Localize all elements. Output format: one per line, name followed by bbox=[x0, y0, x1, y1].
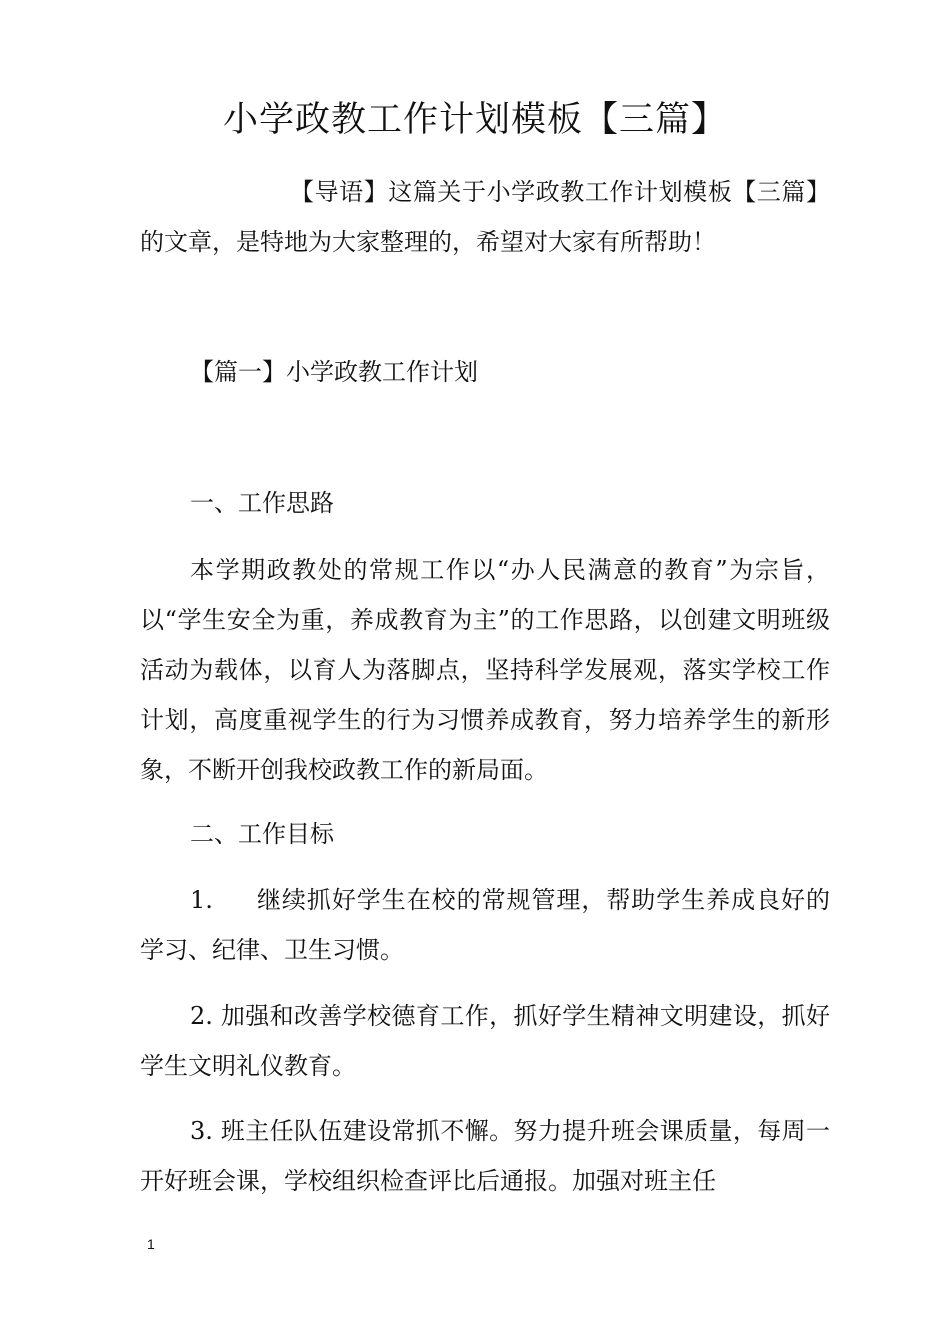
item-1-text: 继续抓好学生在校的常规管理，帮助学生养成良好的学习、纪律、卫生习惯。 bbox=[140, 886, 830, 964]
item-1-number: 1. bbox=[190, 886, 213, 914]
document-title: 小学政教工作计划模板【三篇】 bbox=[222, 100, 727, 140]
part2-heading: 二、工作目标 bbox=[190, 820, 334, 848]
part1-paragraph: 本学期政教处的常规工作以“办人民满意的教育”为宗旨，以“学生安全为重，养成教育为主”的工作思路，以创建文明班级活动为载体，以育人为落脚点，坚持科学发展观，落实学校工作计划，高度重视学生的行为习惯养成教育，努力培养学生的新形象，不断开创我校政教工作的新局面。 bbox=[140, 556, 830, 784]
intro-paragraph: 【导语】这篇关于小学政教工作计划模板【三篇】的文章，是特地为大家整理的，希望对大家有所帮助！ bbox=[140, 178, 830, 256]
item-2-paragraph: 2. 加强和改善学校德育工作，抓好学生精神文明建设，抓好学生文明礼仪教育。 bbox=[140, 1002, 830, 1080]
item-3-paragraph: 3. 班主任队伍建设常抓不懈。努力提升班会课质量，每周一开好班会课，学校组织检查评比后通报。加强对班主任 bbox=[140, 1117, 830, 1195]
part1-heading: 一、工作思路 bbox=[190, 489, 334, 517]
page-number: 1 bbox=[147, 1236, 155, 1252]
item-1-paragraph bbox=[140, 875, 830, 975]
section-heading: 【篇一】小学政教工作计划 bbox=[190, 358, 478, 386]
